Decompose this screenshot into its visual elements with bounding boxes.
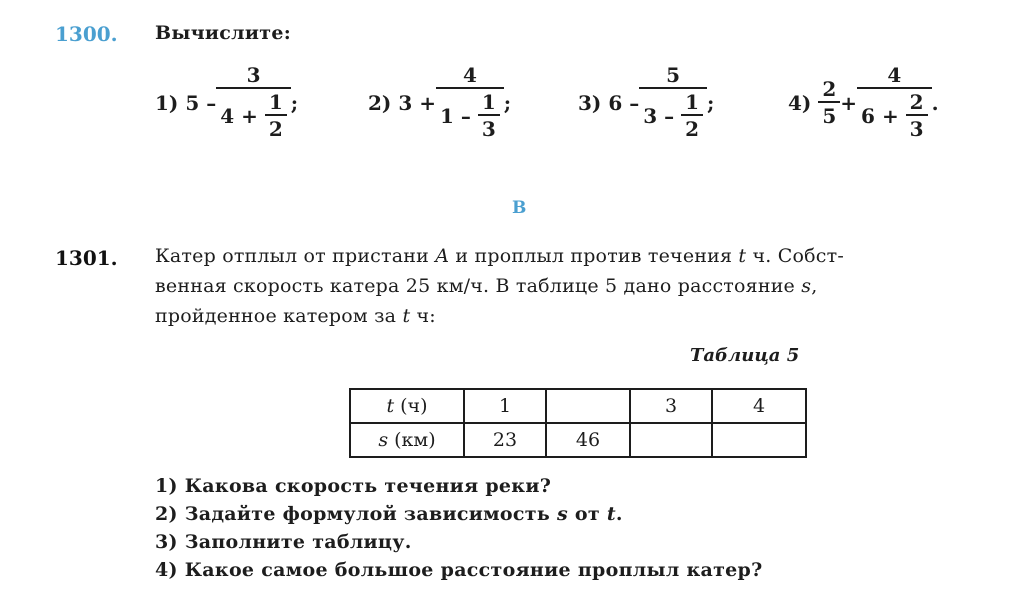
table-row-s — [350, 423, 806, 457]
inner-numerator: 1 — [481, 90, 496, 114]
expression-label: 4) — [788, 90, 812, 115]
inner-denominator: 3 — [906, 114, 928, 141]
text: , — [811, 275, 818, 297]
complex-fraction — [639, 64, 707, 141]
inner-numerator: 1 — [685, 90, 700, 114]
table-cell: 1 — [464, 389, 546, 423]
table-cell: 23 — [464, 423, 546, 457]
problem-1300-title: Вычислите: — [155, 22, 292, 44]
table-cell: 3 — [630, 389, 712, 423]
denominator-whole: 4 — [220, 103, 235, 128]
data-table — [349, 388, 807, 458]
whole-part: 5 — [185, 90, 200, 115]
expression-2 — [368, 64, 511, 141]
complex-fraction — [857, 64, 932, 141]
text: 2) Задайте формулой зависимость — [155, 503, 557, 525]
text: от — [567, 503, 607, 525]
text: и проплыл против течения — [449, 245, 739, 267]
text: ч: — [410, 305, 436, 327]
question-1: 1) Какова скорость течения реки? — [155, 475, 552, 497]
inner-denominator: 2 — [681, 114, 703, 141]
problem-number-1300: 1300. — [55, 22, 118, 46]
text: . — [615, 503, 623, 525]
lead-fraction — [818, 78, 840, 128]
variable-t: t — [402, 305, 411, 327]
denominator-operator: – — [664, 103, 675, 128]
inner-denominator: 2 — [265, 114, 287, 141]
unit-hours: (ч) — [394, 395, 428, 417]
question-3: 3) Заполните таблицу. — [155, 531, 412, 553]
denominator — [639, 87, 707, 141]
operator: – — [629, 90, 640, 115]
lead-numerator: 2 — [822, 76, 837, 101]
numerator: 5 — [666, 63, 681, 87]
expression-label: 1) — [155, 90, 179, 115]
complex-fraction — [436, 64, 504, 141]
text: ч. Собст- — [746, 245, 844, 267]
inner-fraction — [478, 91, 500, 141]
problem-1301-statement — [155, 241, 975, 331]
denominator-operator: + — [881, 103, 899, 128]
expression-3 — [578, 64, 714, 141]
denominator-whole: 3 — [643, 103, 658, 128]
expression-label: 3) — [578, 90, 602, 115]
expression-end: ; — [707, 90, 715, 115]
variable-t: t — [386, 395, 395, 417]
denominator — [216, 87, 291, 141]
denominator — [857, 87, 932, 141]
numerator: 3 — [246, 63, 261, 87]
row-header-t — [350, 389, 464, 423]
question-4: 4) Какое самое большое расстояние проплыл катер? — [155, 559, 763, 581]
expression-4 — [788, 64, 939, 141]
text: Катер отплыл от пристани — [155, 245, 436, 267]
statement-line-2 — [155, 271, 975, 301]
inner-fraction — [265, 91, 287, 141]
numerator: 4 — [887, 63, 902, 87]
questions-list — [155, 472, 763, 584]
operator: – — [206, 90, 217, 115]
denominator — [436, 87, 504, 141]
unit-km: (км) — [388, 429, 436, 451]
text: венная скорость катера 25 км/ч. В таблице 5 дано расстояние — [155, 275, 802, 297]
question-2 — [155, 500, 763, 528]
variable-t: t — [606, 503, 616, 525]
table-caption: Таблица 5 — [690, 345, 800, 366]
expression-label: 2) — [368, 90, 392, 115]
whole-part: 6 — [608, 90, 623, 115]
operator: + — [419, 90, 437, 115]
numerator: 4 — [462, 63, 477, 87]
expression-end: ; — [503, 90, 512, 115]
operator: + — [840, 90, 858, 115]
inner-fraction — [906, 91, 928, 141]
denominator-whole: 1 — [440, 103, 454, 128]
row-header-s — [350, 423, 464, 457]
expression-end: ; — [290, 90, 299, 115]
table-cell — [712, 423, 806, 457]
variable-A: A — [435, 245, 450, 267]
inner-numerator: 1 — [268, 90, 283, 114]
lead-denominator: 5 — [818, 101, 840, 128]
inner-denominator: 3 — [478, 114, 500, 141]
text: пройденное катером за — [155, 305, 403, 327]
denominator-operator: + — [241, 103, 258, 128]
inner-fraction — [681, 91, 703, 141]
variable-t: t — [738, 245, 747, 267]
statement-line-1 — [155, 241, 975, 271]
table-cell — [630, 423, 712, 457]
table-cell: 46 — [546, 423, 630, 457]
statement-line-3 — [155, 301, 975, 331]
expression-end: . — [931, 90, 939, 115]
problem-number-1301: 1301. — [55, 246, 118, 270]
table-row-t — [350, 389, 806, 423]
variable-s: s — [801, 275, 812, 297]
table-cell — [546, 389, 630, 423]
inner-numerator: 2 — [909, 90, 924, 114]
variable-s: s — [556, 503, 568, 525]
section-letter: В — [512, 198, 527, 218]
complex-fraction — [216, 64, 291, 141]
variable-s: s — [378, 429, 389, 451]
denominator-whole: 6 — [861, 103, 875, 128]
expression-1 — [155, 64, 298, 141]
whole-part: 3 — [398, 90, 413, 115]
denominator-operator: – — [460, 103, 471, 128]
table-cell: 4 — [712, 389, 806, 423]
